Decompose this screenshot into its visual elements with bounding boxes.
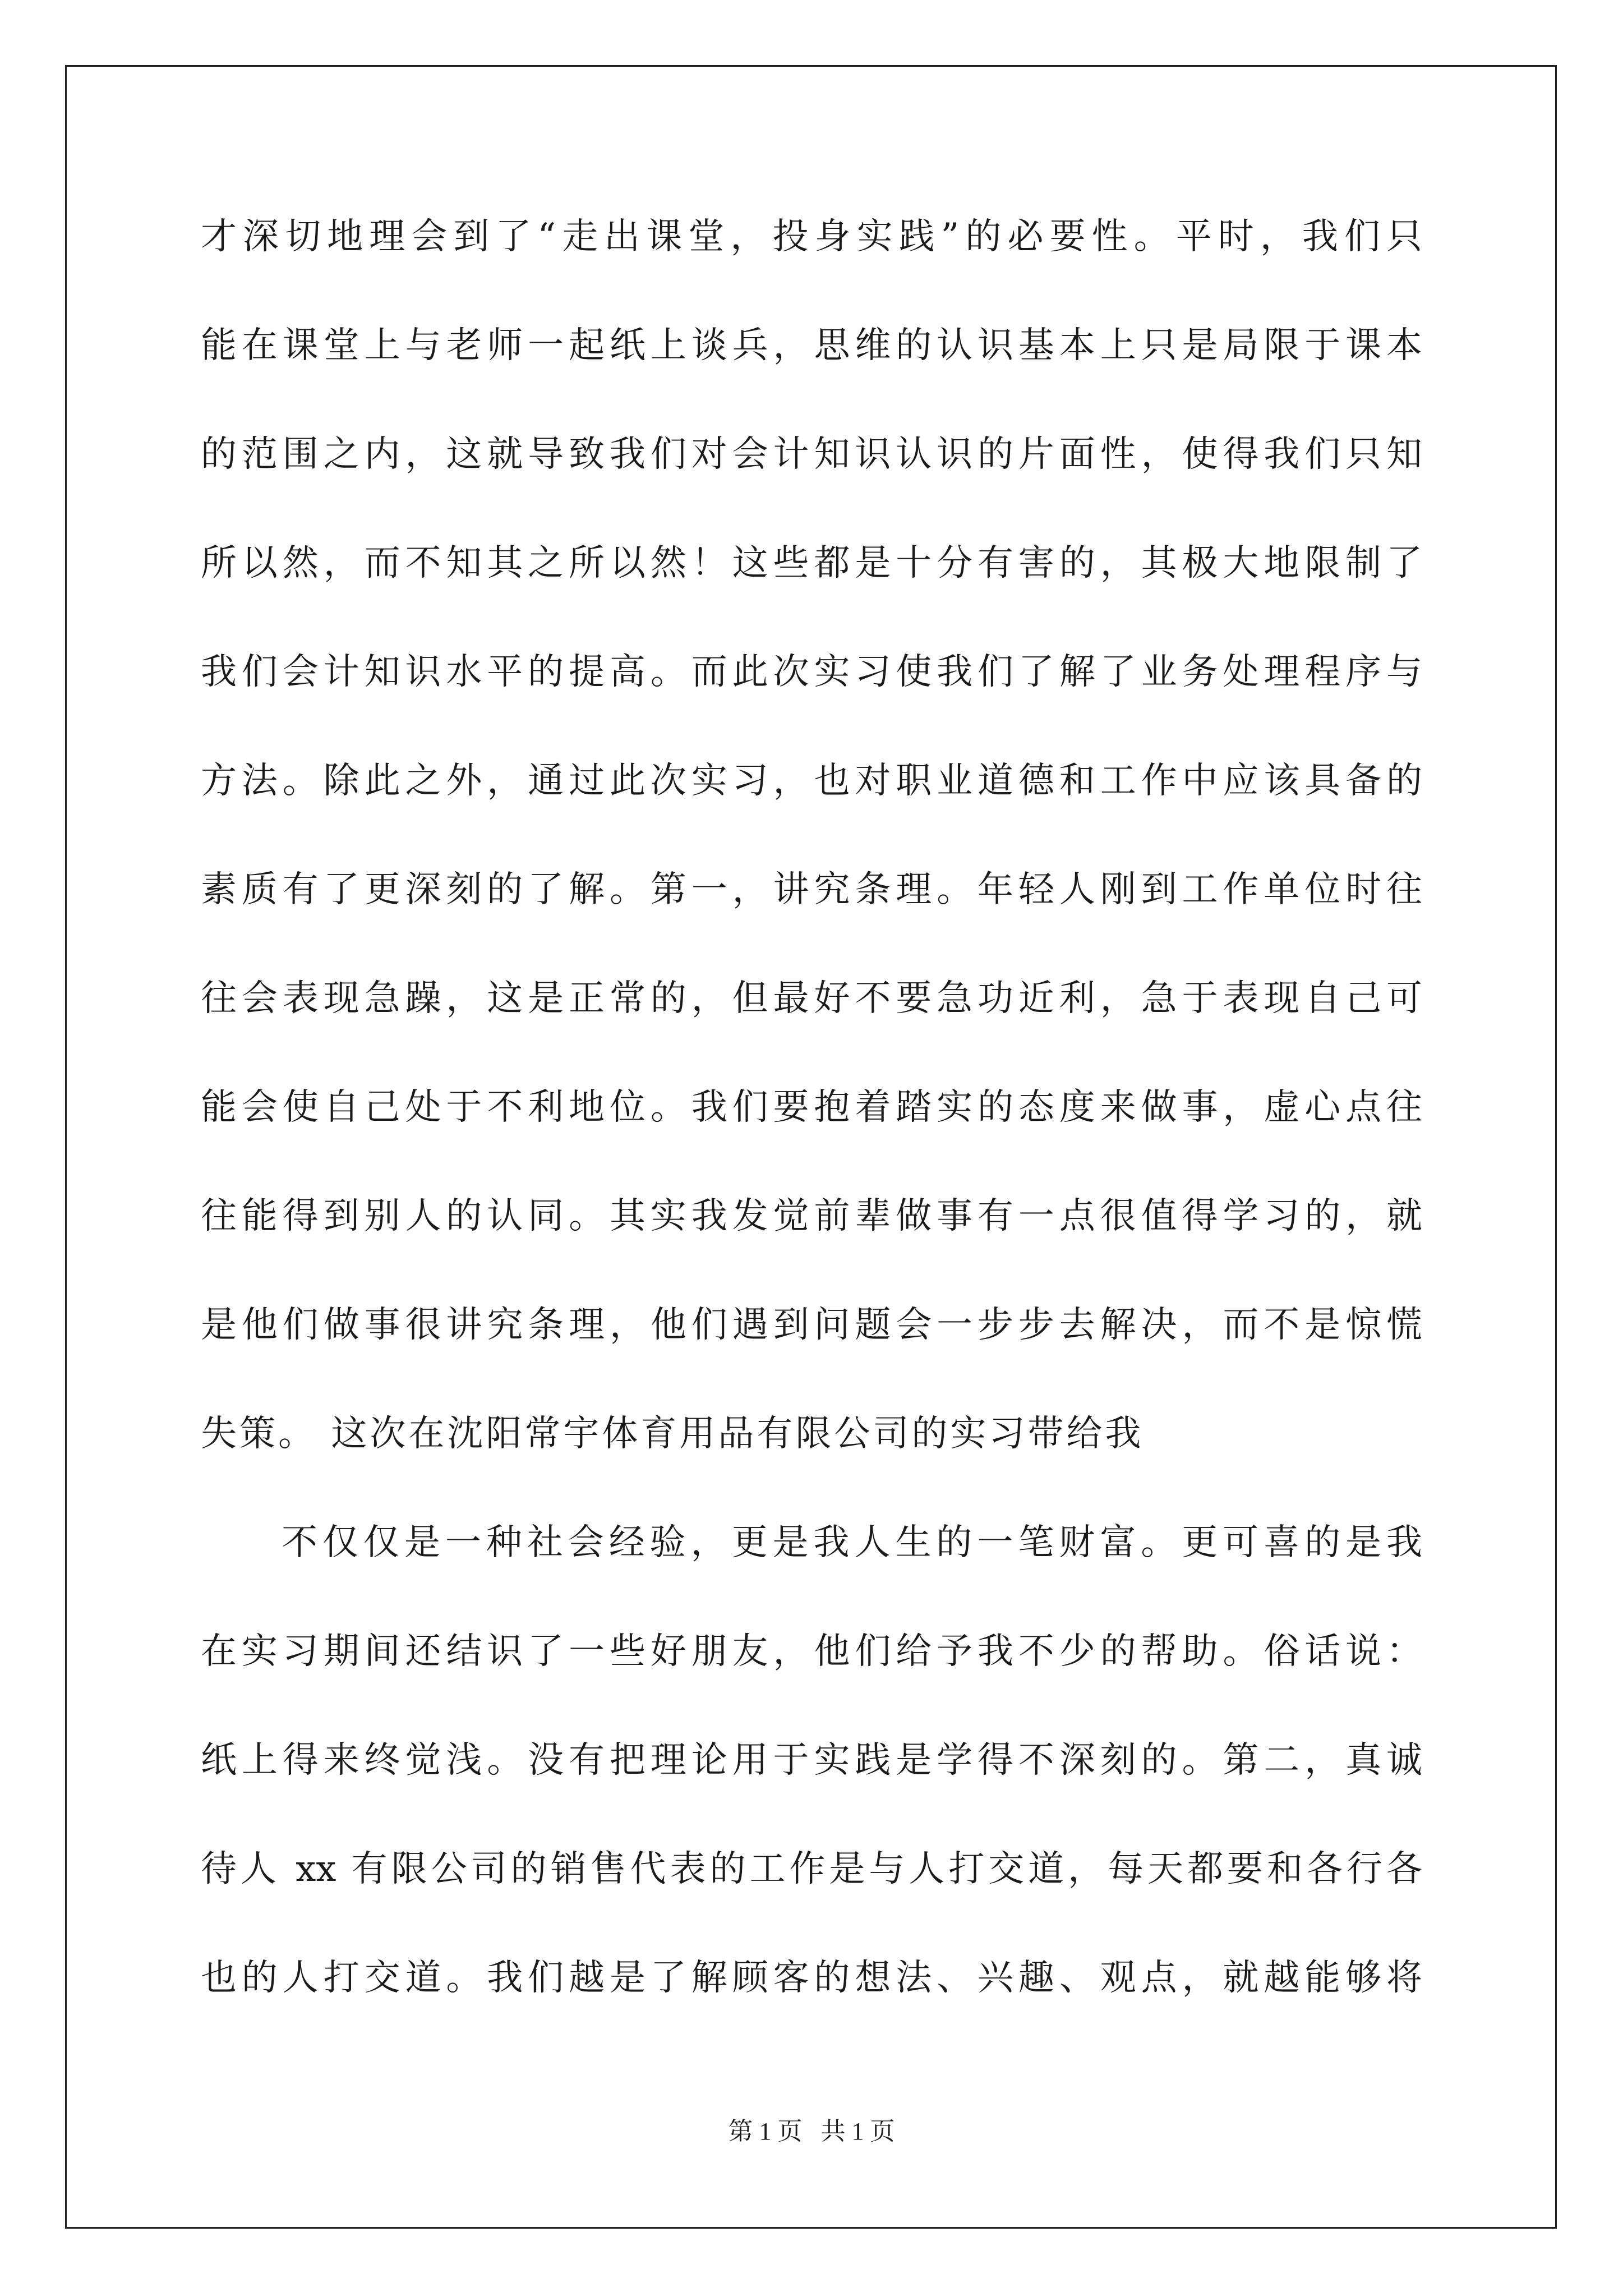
- text-line: 才深切地理会到了“走出课堂，投身实践”的必要性。平时，我们只: [201, 216, 1422, 257]
- text-line: 素质有了更深刻的了解。第一，讲究条理。年轻人刚到工作单位时往: [201, 869, 1422, 910]
- page-total: 共 1 页: [820, 2118, 895, 2145]
- text-line: 往会表现急躁，这是正常的，但最好不要急功近利，急于表现自己可: [201, 978, 1422, 1019]
- text-line: 我们会计知识水平的提高。而此次实习使我们了解了业务处理程序与: [201, 651, 1422, 693]
- text-line: 的范围之内，这就导致我们对会计知识认识的片面性，使得我们只知: [201, 434, 1422, 475]
- text-line: 能会使自己处于不利地位。我们要抱着踏实的态度来做事，虚心点往: [201, 1087, 1422, 1128]
- text-line: 方法。除此之外，通过此次实习，也对职业道德和工作中应该具备的: [201, 760, 1422, 802]
- text-line: 在实习期间还结识了一些好朋友，他们给予我不少的帮助。俗话说：: [201, 1631, 1422, 1672]
- text-line: 能在课堂上与老师一起纸上谈兵，思维的认识基本上只是局限于课本: [201, 325, 1422, 366]
- text-line: 待人 xx 有限公司的销售代表的工作是与人打交道，每天都要和各行各: [201, 1848, 1422, 1890]
- text-line: 往能得到别人的认同。其实我发觉前辈做事有一点很值得学习的，就: [201, 1195, 1422, 1237]
- page-footer: [0, 2115, 1623, 2148]
- text-line: 所以然，而不知其之所以然！这些都是十分有害的，其极大地限制了: [201, 542, 1422, 584]
- page-number: 第 1 页: [728, 2118, 803, 2145]
- text-line: 是他们做事很讲究条理，他们遇到问题会一步步去解决，而不是惊慌: [201, 1304, 1422, 1346]
- text-line: 纸上得来终觉浅。没有把理论用于实践是学得不深刻的。第二，真诚: [201, 1740, 1422, 1781]
- text-line: 也的人打交道。我们越是了解顾客的想法、兴趣、观点，就越能够将: [201, 1957, 1422, 1999]
- document-body: [201, 202, 1422, 2052]
- paragraph-first-line: 不仅仅是一种社会经验，更是我人生的一笔财富。更可喜的是我: [282, 1522, 1422, 1563]
- text-line: 失策。 这次在沈阳常宇体育用品有限公司的实习带给我: [201, 1413, 1144, 1455]
